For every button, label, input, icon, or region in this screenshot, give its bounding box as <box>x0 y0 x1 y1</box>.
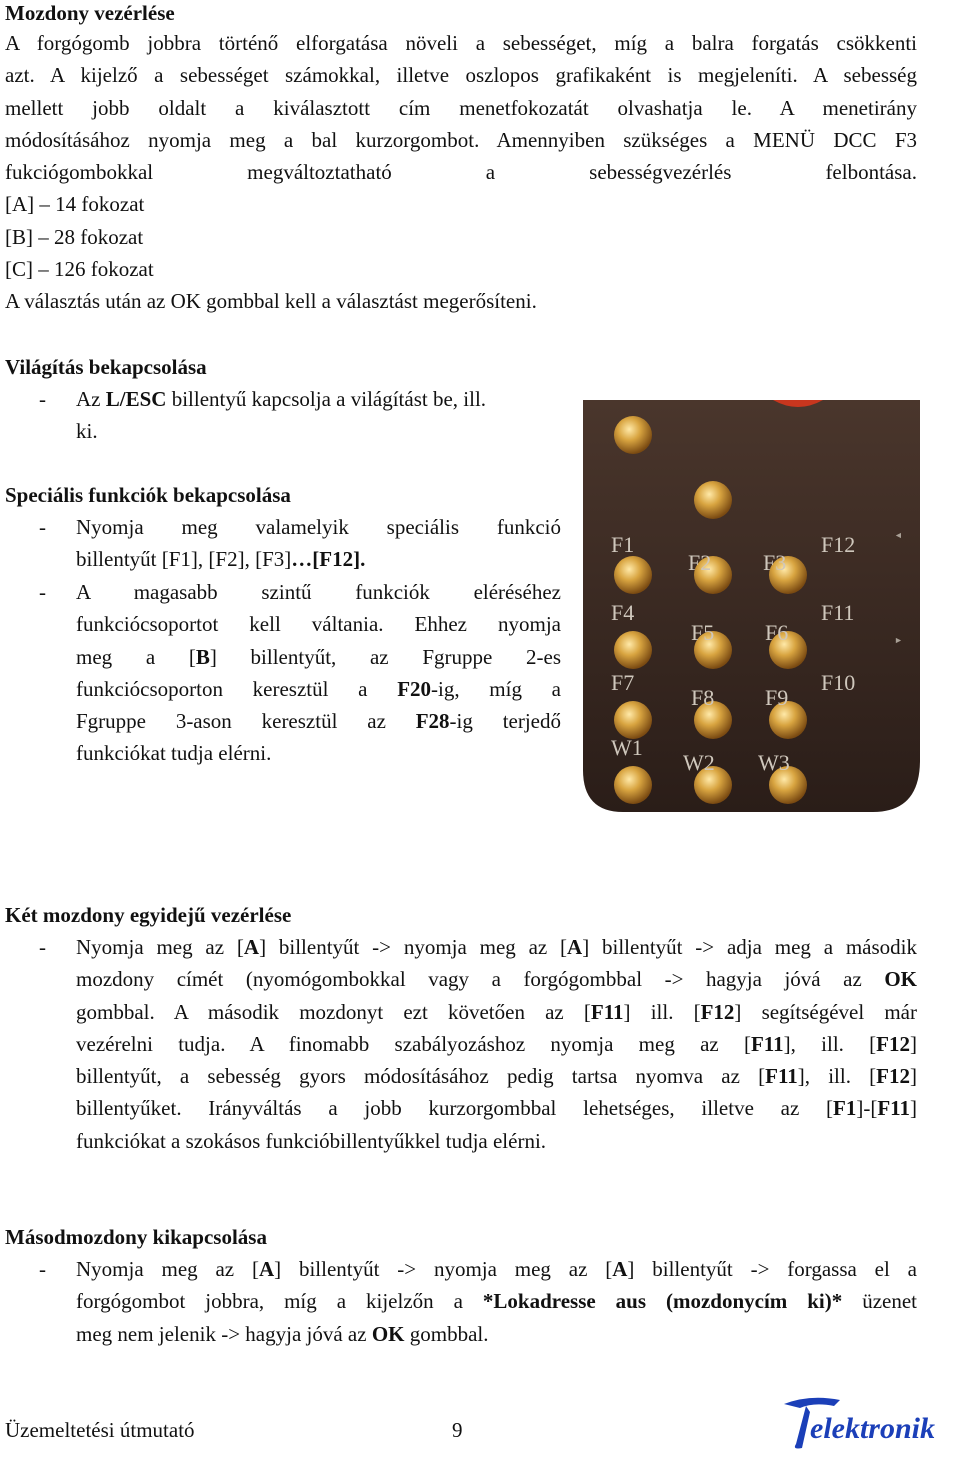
keypad-label: F9 <box>765 685 789 710</box>
key-name: F12 <box>700 999 735 1024</box>
text: mozdony címét (nyomógombokkal vagy a forgógombbal -> hagyja jóvá az <box>76 967 885 992</box>
text: billentyűt [F1], [F2], [F3] <box>76 547 292 572</box>
keypad-label: F4 <box>611 600 635 625</box>
text: ], ill. [ <box>797 1064 877 1089</box>
list-line: funkciócsoportot kell váltania. Ehhez nyomja <box>76 612 561 637</box>
list-line <box>76 641 561 673</box>
list-line <box>76 705 561 737</box>
paragraph-line: mellett jobb oldalt a kiválasztott cím menetfokozatát olvashatja le. A menetirány <box>5 95 917 120</box>
section-title-specialis: Speciális funkciók bekapcsolása <box>5 483 291 507</box>
list-item-text <box>76 931 917 1157</box>
list-item-text <box>76 383 561 448</box>
list-line <box>76 673 561 705</box>
text: vezérelni tudja. A finomabb szabályozáshoz nyomja meg az [ <box>76 1031 751 1056</box>
option-line: [B] – 28 fokozat <box>5 224 144 249</box>
text: ] billentyűt -> forgassa el a <box>627 1257 917 1281</box>
text: üzenet <box>842 1289 917 1314</box>
text: gombbal. <box>404 1321 489 1346</box>
paragraph-line: A forgógomb jobbra történő elforgatása növeli a sebességet, míg a balra forgatás csökkenti <box>5 31 917 55</box>
list-line <box>76 1092 917 1124</box>
option-line: [A] – 14 fokozat <box>5 192 145 217</box>
keypad-button <box>614 631 652 669</box>
list-line <box>76 1028 917 1060</box>
text: billentyű kapcsolja a világítást be, ill. <box>166 387 487 411</box>
list-item-text <box>76 511 561 576</box>
list-line <box>76 383 561 415</box>
text: -ig, míg a <box>431 676 561 701</box>
list-line <box>76 963 917 995</box>
key-name: F1 <box>833 1096 857 1121</box>
key-name: OK <box>371 1321 405 1346</box>
list-line <box>76 996 917 1028</box>
option-line: [C] – 126 fokozat <box>5 257 154 282</box>
bullet-dash: - <box>39 935 46 959</box>
text: ], ill. [ <box>783 1031 877 1056</box>
paragraph-line: módosításához nyomja meg a bal kurzorgombot. Amennyiben szükséges a MENÜ DCC F3 <box>5 127 917 152</box>
key-name: F28 <box>415 709 450 734</box>
key-name: F11 <box>750 1031 784 1056</box>
key-name: F20 <box>397 676 432 701</box>
keypad-label: W1 <box>611 735 643 760</box>
page-number: 9 <box>452 1418 463 1442</box>
telektronik-logo <box>780 1392 956 1452</box>
key-name: F12 <box>876 1064 910 1089</box>
key-name: A <box>612 1257 628 1281</box>
text: gombbal. A második mozdonyt ezt követően az [ <box>76 999 591 1024</box>
key-name: *Lokadresse aus (mozdonycím ki)* <box>482 1289 843 1314</box>
text: forgógombot jobbra, míg a kijelzőn a <box>76 1289 483 1314</box>
list-line: Nyomja meg valamelyik speciális funkció <box>76 515 561 539</box>
section1-paragraph <box>5 27 917 318</box>
text: ] billentyűt -> nyomja meg az [ <box>274 1257 613 1281</box>
keypad-label: F12 <box>821 532 856 557</box>
key-name: F11 <box>765 1064 798 1089</box>
keypad-button <box>694 481 732 519</box>
side-label: ▲ <box>893 531 903 540</box>
keypad-button <box>614 556 652 594</box>
text: Nyomja meg az [ <box>76 935 244 959</box>
paragraph-line: azt. A kijelző a sebességet számokkal, illetve oszlopos grafikaként is megjeleníti. A sebesség <box>5 63 917 88</box>
list-item-text <box>76 576 561 770</box>
key-name: B <box>195 644 210 669</box>
list-line: ki. <box>76 419 98 444</box>
list-line <box>76 931 917 963</box>
keypad-label: W3 <box>758 750 790 775</box>
list-line <box>76 543 561 575</box>
keypad-label: F2 <box>688 550 712 575</box>
keypad-photo <box>583 400 920 812</box>
text: ] billentyűt -> nyomja meg az [ <box>259 935 568 959</box>
section-title-mozdony-vezerlese: Mozdony vezérlése <box>5 1 175 25</box>
keypad-label: F10 <box>821 670 856 695</box>
side-label: ▼ <box>893 636 903 645</box>
section-title-ket-mozdony: Két mozdony egyidejű vezérlése <box>5 903 292 927</box>
keypad-label: W2 <box>683 750 715 775</box>
text: funkciókat a szokásos funkcióbillentyűkkel tudja elérni. <box>76 1128 547 1153</box>
keypad-label: F3 <box>763 550 787 575</box>
text: ] <box>910 1064 917 1089</box>
bullet-dash: - <box>39 1257 46 1281</box>
text: funkciócsoporton keresztül a <box>76 676 398 701</box>
text: ] billentyűt -> adja meg a második <box>582 935 918 959</box>
key-name: …[F12]. <box>291 547 366 572</box>
list-item-text <box>76 1253 917 1350</box>
keypad-label: F6 <box>765 620 789 645</box>
key-name: A <box>567 935 583 959</box>
text: ] billentyűt, az Fgruppe 2-es <box>209 644 561 669</box>
key-name: A <box>258 1257 275 1281</box>
bullet-dash: - <box>39 515 46 539</box>
text: ] ill. [ <box>623 999 701 1024</box>
keypad-label: F5 <box>691 620 715 645</box>
footer-title: Üzemeltetési útmutató <box>5 1418 195 1442</box>
section-title-masodmozdony: Másodmozdony kikapcsolása <box>5 1225 267 1249</box>
key-name: OK <box>884 967 917 992</box>
section-title-vilagitas: Világítás bekapcsolása <box>5 355 207 379</box>
text: billentyűt, a sebesség gyors módosításához pedig tartsa nyomva az [ <box>76 1064 766 1089</box>
list-line: funkciókat tudja elérni. <box>76 741 272 766</box>
text: ]-[ <box>856 1096 878 1121</box>
keypad-button <box>614 416 652 454</box>
keypad-label: F8 <box>691 685 715 710</box>
key-name: F11 <box>590 999 624 1024</box>
text: meg nem jelenik -> hagyja jóvá az <box>76 1321 372 1346</box>
text: ] <box>910 1096 917 1121</box>
keypad-button <box>614 766 652 804</box>
list-line <box>76 1125 917 1157</box>
text: meg a [ <box>76 644 196 669</box>
text: ] segítségével már <box>734 999 917 1024</box>
list-line <box>76 1285 917 1317</box>
list-line: A magasabb szintű funkciók eléréséhez <box>76 580 561 604</box>
bullet-dash: - <box>39 387 46 411</box>
text: Nyomja meg az [ <box>76 1257 259 1281</box>
key-name: A <box>243 935 260 959</box>
text: billentyűket. Irányváltás a jobb kurzorgombbal lehetséges, illetve az [ <box>76 1096 834 1121</box>
list-line <box>76 1318 917 1350</box>
text: Fgruppe 3-ason keresztül az <box>76 709 416 734</box>
text: Az <box>76 387 106 411</box>
closing-line: A választás után az OK gombbal kell a választást megerősíteni. <box>5 289 537 314</box>
keypad-label: F1 <box>611 532 635 557</box>
logo-wordmark: elektronik <box>810 1412 935 1445</box>
key-name: F11 <box>877 1096 910 1121</box>
list-line <box>76 1060 917 1092</box>
list-line <box>76 1253 917 1285</box>
key-name: F12 <box>876 1031 910 1056</box>
text: ] <box>910 1031 917 1056</box>
key-name: L/ESC <box>105 387 167 411</box>
paragraph-line: fukciógombokkal megváltoztatható a sebességvezérlés felbontása. <box>5 160 917 185</box>
text: -ig terjedő <box>449 709 562 734</box>
keypad-button <box>614 701 652 739</box>
keypad-label: F11 <box>821 600 855 625</box>
bullet-dash: - <box>39 580 46 604</box>
keypad-label: F7 <box>611 670 635 695</box>
